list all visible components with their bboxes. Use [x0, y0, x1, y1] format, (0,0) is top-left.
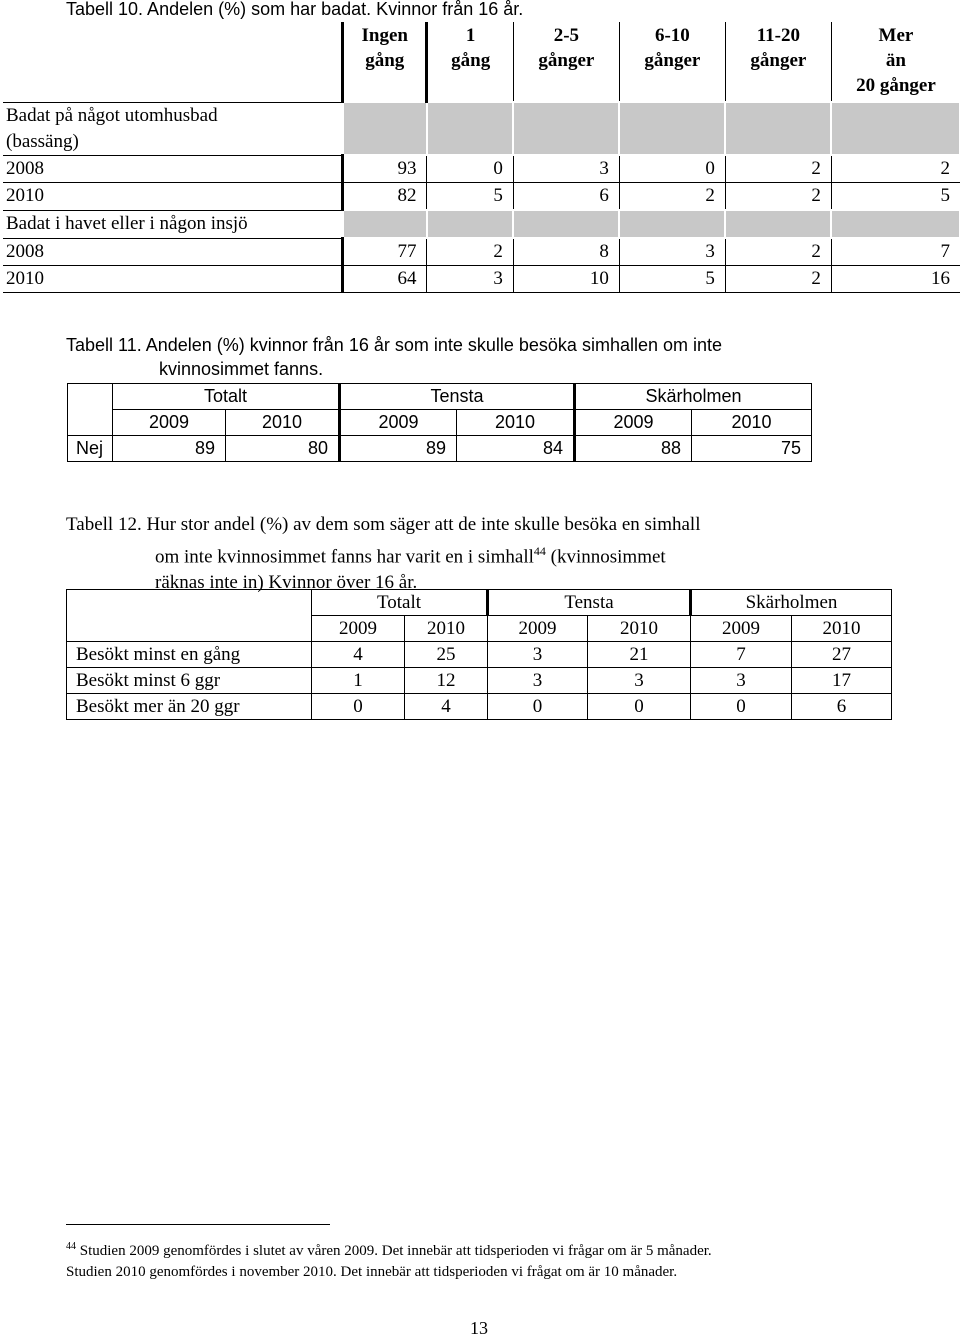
header-2-5-ganger: 2-5 gånger: [513, 22, 619, 102]
table11-caption: Tabell 11. Andelen (%) kvinnor från 16 år som inte skulle besöka simhallen om inte kvinnosimmet fanns.: [66, 335, 723, 379]
table-row: Nej 89 80 89 84 88 75: [68, 436, 812, 462]
table11-group-row: Totalt Tensta Skärholmen: [68, 384, 812, 410]
table-row: Besökt mer än 20 ggr 0 4 0 0 0 6: [67, 694, 892, 720]
table10: [3, 22, 960, 293]
table10-header-row: [3, 22, 960, 102]
table12: [66, 589, 892, 720]
page-number: 13: [470, 1318, 488, 1338]
footnote: $^{44}$ Studien 2009 genomfördes i slutet av våren 2009. Det innebär att tidsperioden vi frågar om är 5 månader. Studien 2010 genomfördes i november 2010. Det innebär att tidsperioden vi frågat om är 10 månader.: [66, 1241, 712, 1280]
header-1-gang: 1 gång: [427, 22, 513, 102]
table-row: 2008 77 2 8 3 2 7: [3, 238, 960, 266]
footnote-divider: [66, 1224, 330, 1225]
header-mer-an-20: Mer än 20 gånger: [831, 22, 960, 102]
table-row: Besökt minst 6 ggr 1 12 3 3 3 17: [67, 668, 892, 694]
table10-caption: Tabell 10. Andelen (%) som har badat. Kvinnor från 16 år.: [66, 0, 524, 19]
header-11-20-ganger: 11-20 gånger: [725, 22, 831, 102]
header-6-10-ganger: 6-10 gånger: [619, 22, 725, 102]
table10-group2-label-row: [3, 210, 960, 238]
header-ingen-gang: Ingen gång: [343, 22, 427, 102]
table12-group-row: Totalt Tensta Skärholmen: [67, 590, 892, 616]
table11-year-row: 2009 2010 2009 2010 2009 2010: [68, 410, 812, 436]
group1-label: Badat på något utomhusbad (bassäng): [3, 102, 343, 155]
table11: [67, 383, 812, 462]
table12-caption: Tabell 12. Hur stor andel (%) av dem som säger att de inte skulle besöka en simhall om inte kvinnosimmet fanns har varit en i simhall$^{44}$ (kvinnosimmet räknas inte in) Kvinnor över 16 år.: [66, 514, 701, 594]
table-row: 2010 64 3 10 5 2 16: [3, 266, 960, 293]
table10-group1-label-row: [3, 102, 960, 155]
table-row: 2010 82 5 6 2 2 5: [3, 183, 960, 211]
group2-label: Badat i havet eller i någon insjö: [3, 210, 343, 238]
table-row: 2008 93 0 3 0 2 2: [3, 155, 960, 183]
table-row: Besökt minst en gång 4 25 3 21 7 27: [67, 642, 892, 668]
table12-year-row: 2009 2010 2009 2010 2009 2010: [67, 616, 892, 642]
